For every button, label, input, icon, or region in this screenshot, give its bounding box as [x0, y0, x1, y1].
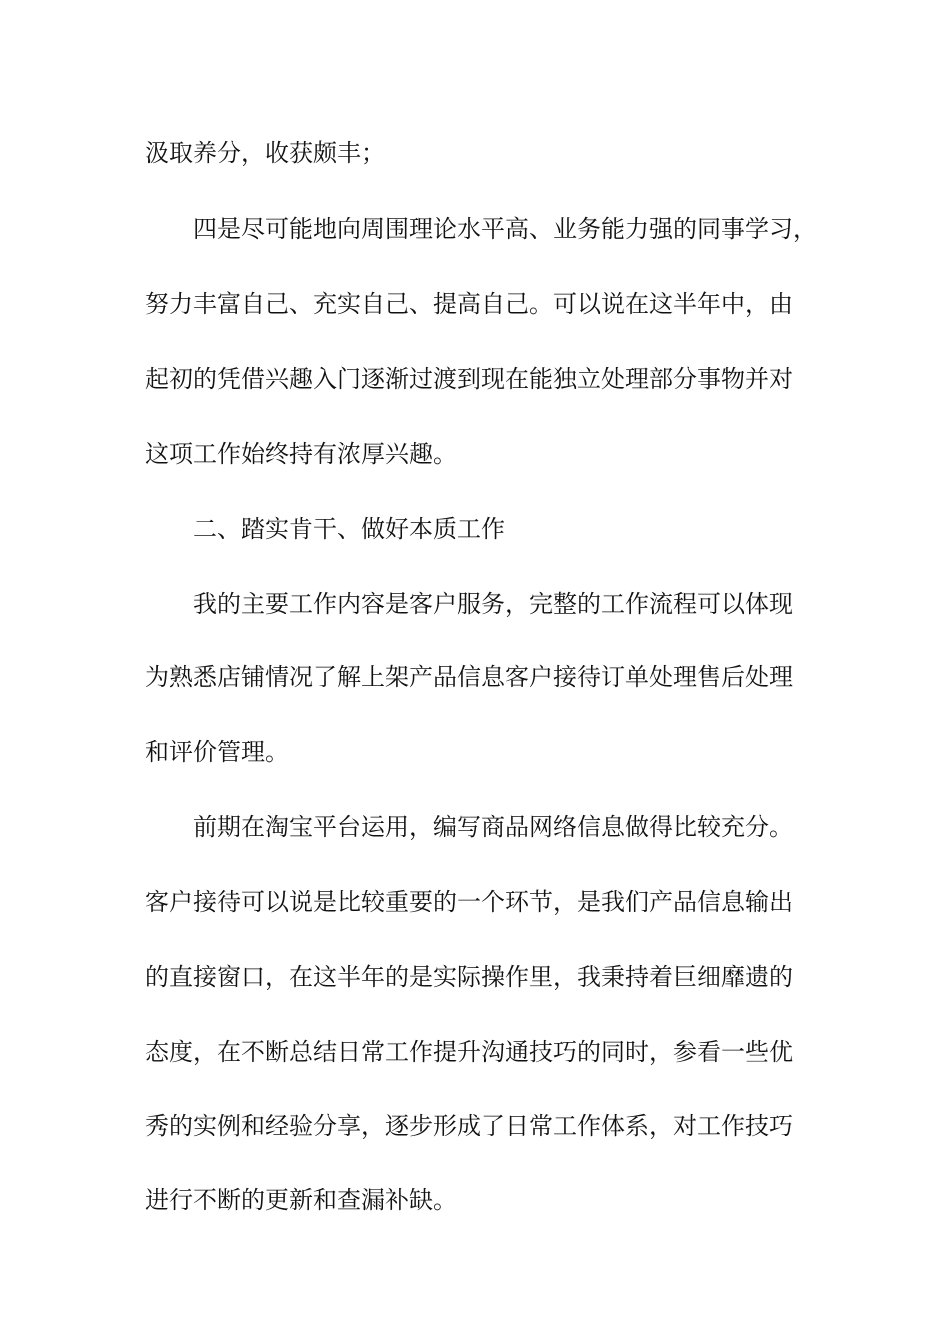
text-line: 我的主要工作内容是客户服务，完整的工作流程可以体现 — [193, 590, 793, 618]
text-line: 客户接待可以说是比较重要的一个环节，是我们产品信息输出 — [145, 888, 793, 916]
text-line: 为熟悉店铺情况了解上架产品信息客户接待订单处理售后处理 — [145, 663, 793, 691]
text-line: 汲取养分，收获颇丰； — [145, 139, 385, 167]
text-line: 努力丰富自己、充实自己、提高自己。可以说在这半年中，由 — [145, 290, 793, 318]
text-line: 态度，在不断总结日常工作提升沟通技巧的同时，参看一些优 — [145, 1038, 793, 1066]
text-line: 的直接窗口，在这半年的是实际操作里，我秉持着巨细靡遗的 — [145, 963, 793, 991]
text-line: 前期在淘宝平台运用，编写商品网络信息做得比较充分。 — [193, 813, 793, 841]
text-line: 进行不断的更新和查漏补缺。 — [145, 1186, 457, 1214]
text-line: 起初的凭借兴趣入门逐渐过渡到现在能独立处理部分事物并对 — [145, 365, 793, 393]
section-heading: 二、踏实肯干、做好本质工作 — [193, 515, 505, 543]
text-line: 四是尽可能地向周围理论水平高、业务能力强的同事学习， — [193, 215, 817, 243]
text-line: 秀的实例和经验分享，逐步形成了日常工作体系，对工作技巧 — [145, 1112, 793, 1140]
text-line: 这项工作始终持有浓厚兴趣。 — [145, 440, 457, 468]
text-line: 和评价管理。 — [145, 738, 289, 766]
